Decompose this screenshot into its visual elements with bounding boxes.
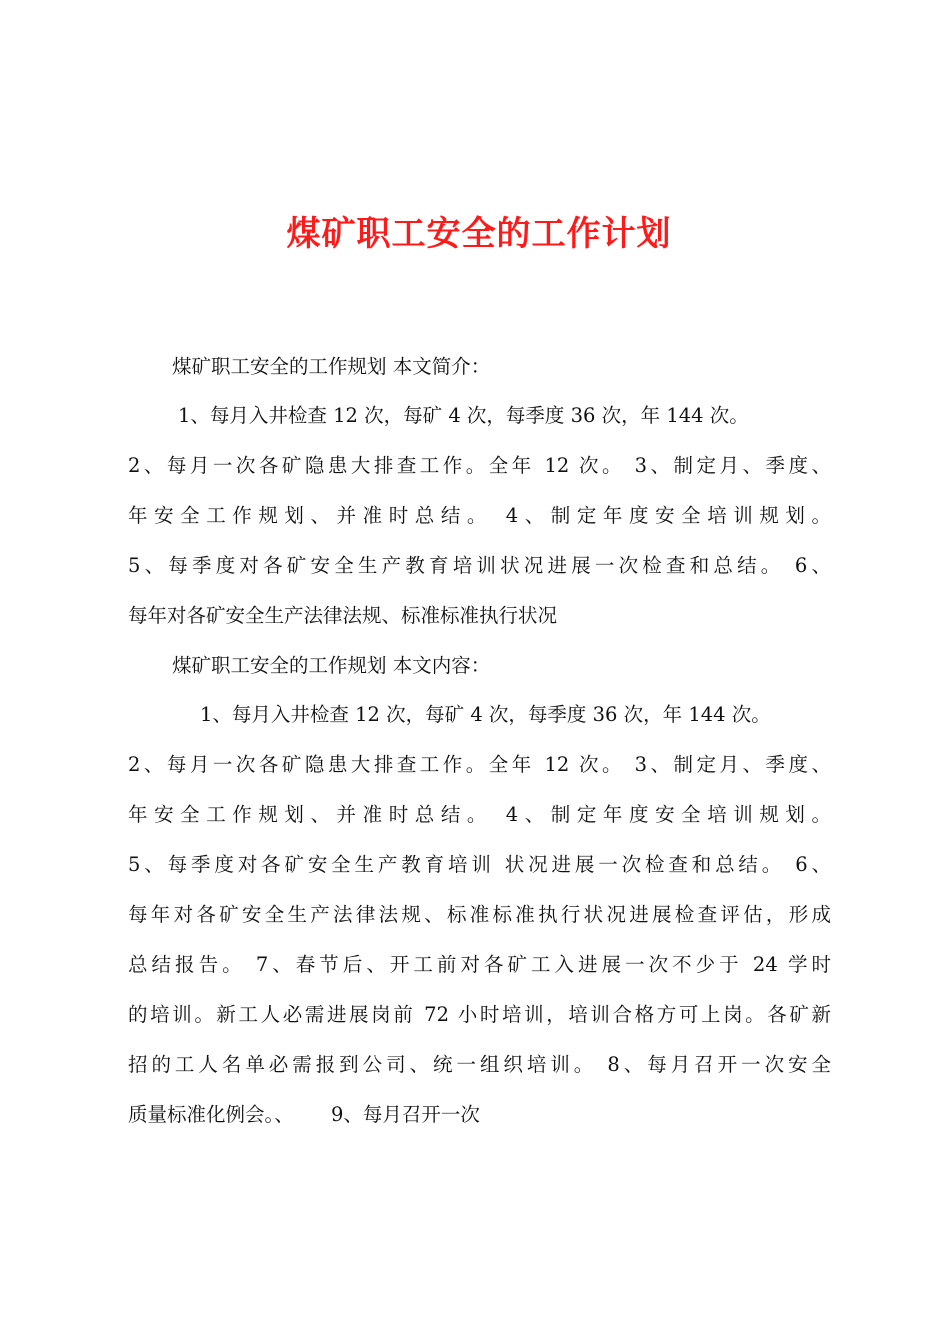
content-heading: 煤矿职工安全的工作规划 本文内容： <box>172 654 491 677</box>
content-line: 每年对各矿安全生产法律法规、标准标准执行状况进展检查评估，形成 <box>128 903 831 926</box>
content-line: 年安全工作规划、并准时总结。 4、制定年度安全培训规划。 <box>128 803 831 826</box>
content-line: 总结报告。 7、春节后、开工前对各矿工入进展一次不少于 24 学时 <box>128 953 831 976</box>
summary-line: 2、每月一次各矿隐患大排查工作。全年 12 次。 3、制定月、季度、 <box>128 454 831 477</box>
summary-line: 1、每月入井检查 12 次，每矿 4 次，每季度 36 次，年 144 次。 <box>178 404 749 427</box>
content-line: 招的工人名单必需报到公司、统一组织培训。 8、每月召开一次安全 <box>128 1053 831 1076</box>
content-line: 质量标准化例会。、 9、每月召开一次 <box>128 1103 480 1126</box>
content-line: 1、每月入井检查 12 次，每矿 4 次，每季度 36 次，年 144 次。 <box>200 703 771 726</box>
content-line: 5、每季度对各矿安全生产教育培训 状况进展一次检查和总结。 6、 <box>128 853 831 876</box>
content-line: 的培训。新工人必需进展岗前 72 小时培训，培训合格方可上岗。各矿新 <box>128 1003 831 1026</box>
summary-line: 5、每季度对各矿安全生产教育培训状况进展一次检查和总结。 6、 <box>128 554 831 577</box>
summary-line: 每年对各矿安全生产法律法规、标准标准执行状况 <box>128 604 558 627</box>
content-line: 2、每月一次各矿隐患大排查工作。全年 12 次。 3、制定月、季度、 <box>128 753 831 776</box>
summary-line: 年安全工作规划、并准时总结。 4、制定年度安全培训规划。 <box>128 504 831 527</box>
summary-heading: 煤矿职工安全的工作规划 本文简介： <box>172 355 491 378</box>
document-title: 煤矿职工安全的工作计划 <box>286 214 672 254</box>
